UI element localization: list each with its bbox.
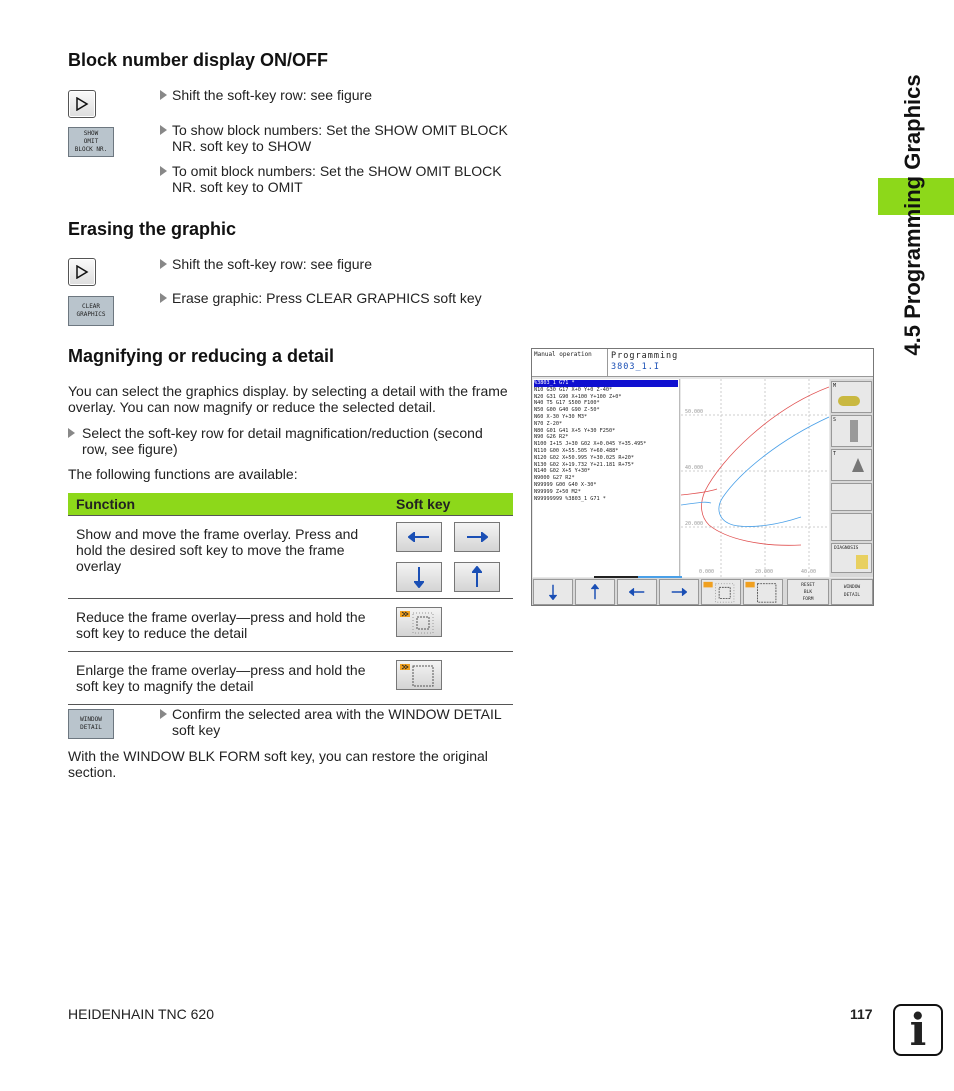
reduce-frame-icon <box>399 609 439 635</box>
diagnosis-icon <box>856 555 868 569</box>
next-row-key[interactable] <box>68 90 96 118</box>
footer-manual-name: HEIDENHAIN TNC 620 <box>68 1006 215 1022</box>
program-list <box>533 379 680 577</box>
program-line[interactable]: N60 X-30 Y+30 M3* <box>534 413 588 420</box>
program-line[interactable]: N40 T5 G17 S500 F100* <box>534 400 600 407</box>
table-row <box>68 598 513 651</box>
program-line[interactable]: N120 G02 X+50.995 Y+30.025 R+20* <box>534 454 634 461</box>
program-line[interactable]: N99999 Z+50 M2* <box>534 488 581 495</box>
side-softkey-m[interactable]: M <box>831 381 872 413</box>
spindle-icon <box>838 396 860 406</box>
move-right-softkey[interactable] <box>454 522 500 552</box>
reset-blk-form-softkey[interactable]: RESET BLK FORM <box>787 579 829 605</box>
x-label: 20.000 <box>755 569 774 575</box>
window-detail-softkey[interactable]: WINDOW DETAIL <box>68 709 114 739</box>
arrow-right-icon <box>466 532 488 542</box>
move-up-softkey[interactable] <box>454 562 500 592</box>
screen-enlarge-softkey[interactable] <box>743 579 783 605</box>
page-number: 117 <box>850 1006 873 1022</box>
arrow-down-icon <box>549 584 557 600</box>
clear-graphics-softkey[interactable]: CLEAR GRAPHICS <box>68 296 114 326</box>
y-label: 50.000 <box>685 409 704 415</box>
enlarge-frame-icon <box>744 580 782 604</box>
heading-magnifying: Magnifying or reducing a detail <box>68 346 335 366</box>
row-text-enlarge: Enlarge the frame overlay—press and hold the soft key to magnify the detail <box>68 651 388 704</box>
reduce-frame-softkey[interactable] <box>396 607 442 637</box>
table-row <box>68 651 513 704</box>
side-softkey-blank[interactable] <box>831 483 872 511</box>
screen-filename: 3803_1.I <box>611 362 660 372</box>
program-line[interactable]: N10 G30 G17 X+0 Y+0 Z-40* <box>534 386 613 393</box>
x-label: 0.000 <box>699 569 715 575</box>
screen-up-softkey[interactable] <box>575 579 615 605</box>
screen-title: Programming <box>611 351 679 361</box>
info-icon: i <box>893 1004 943 1056</box>
step-erase-graphic: Erase graphic: Press CLEAR GRAPHICS soft key <box>160 290 520 306</box>
program-line[interactable]: N99999 G00 G40 X-30* <box>534 481 597 488</box>
program-line[interactable]: N90 G26 R2* <box>534 434 569 441</box>
program-line[interactable]: N100 I+15 J+30 G02 X+0.045 Y+35.495* <box>534 441 647 448</box>
step-confirm-window: Confirm the selected area with the WINDOW DETAIL soft key <box>160 706 520 738</box>
y-label: 40.000 <box>685 465 704 471</box>
graphic-area <box>681 379 829 577</box>
step-show-block: To show block numbers: Set the SHOW OMIT BLOCK NR. soft key to SHOW <box>160 122 520 154</box>
screen-left-softkey[interactable] <box>617 579 657 605</box>
program-line[interactable]: N70 Z-20* <box>534 420 563 427</box>
step-shift-row-2: Shift the soft-key row: see figure <box>160 256 520 272</box>
row-text-move: Show and move the frame overlay. Press and hold the desired soft key to move the frame overlay <box>68 515 388 598</box>
table-row <box>68 515 513 598</box>
heading-block-number: Block number display ON/OFF <box>68 50 329 70</box>
diagnosis-softkey[interactable]: DIAGNOSIS <box>831 543 872 573</box>
arrow-up-icon <box>591 584 599 600</box>
intro-paragraph: You can select the graphics display. by selecting a detail with the frame overlay. You can now magnify or reduce the selected detail. <box>68 383 508 415</box>
program-line[interactable]: N140 G02 X+5 Y+30* <box>534 468 591 475</box>
tnc-screen-figure <box>531 348 874 606</box>
next-row-key-2[interactable] <box>68 258 96 286</box>
functions-table <box>68 493 513 705</box>
side-softkey-t[interactable]: T <box>831 449 872 481</box>
reduce-frame-icon <box>702 580 740 604</box>
arrow-left-icon <box>408 532 430 542</box>
enlarge-frame-icon <box>399 662 439 688</box>
step-shift-row-1: Shift the soft-key row: see figure <box>160 87 520 103</box>
tool-change-icon <box>852 458 864 472</box>
row-text-reduce: Reduce the frame overlay—press and hold the soft key to reduce the detail <box>68 598 388 651</box>
arrow-up-icon <box>472 566 482 588</box>
move-left-softkey[interactable] <box>396 522 442 552</box>
arrow-right-icon <box>671 588 687 596</box>
enlarge-frame-softkey[interactable] <box>396 660 442 690</box>
arrow-left-icon <box>629 588 645 596</box>
side-softkey-s[interactable]: S <box>831 415 872 447</box>
program-line[interactable]: N99999999 %3803_1 G71 * <box>534 495 606 502</box>
chapter-title: 4.5 Programming Graphics <box>900 74 925 356</box>
program-line[interactable]: N130 G02 X+19.732 Y+21.181 R+75* <box>534 461 634 468</box>
y-label: 20.000 <box>685 521 704 527</box>
following-text: The following functions are available: <box>68 466 298 482</box>
heading-erasing: Erasing the graphic <box>68 219 237 239</box>
tool-icon <box>850 420 858 442</box>
step-select-row: Select the soft-key row for detail magnification/reduction (second row, see figure) <box>68 425 508 457</box>
program-line[interactable]: N9000 G27 R2* <box>534 475 575 482</box>
program-line[interactable]: %3803_1 G71 * <box>534 380 678 387</box>
step-omit-block: To omit block numbers: Set the SHOW OMIT BLOCK NR. soft key to OMIT <box>160 163 520 195</box>
move-down-softkey[interactable] <box>396 562 442 592</box>
col-function: Function <box>68 493 388 515</box>
program-line[interactable]: N110 G00 X+55.505 Y+60.488* <box>534 447 619 454</box>
screen-down-softkey[interactable] <box>533 579 573 605</box>
screen-reduce-softkey[interactable] <box>701 579 741 605</box>
screen-window-detail-softkey[interactable]: WINDOW DETAIL <box>831 579 873 605</box>
x-label: 40.00 <box>801 569 817 575</box>
screen-right-softkey[interactable] <box>659 579 699 605</box>
arrow-down-icon <box>414 566 424 588</box>
side-softkey-blank[interactable] <box>831 513 872 541</box>
program-line[interactable]: N50 G00 G40 G90 Z-50* <box>534 407 600 414</box>
program-line[interactable]: N80 G01 G41 X+5 Y+30 F250* <box>534 427 616 434</box>
mode-label: Manual operation <box>532 349 608 377</box>
program-line[interactable]: N20 G31 G90 X+100 Y+100 Z+0* <box>534 393 622 400</box>
restore-paragraph: With the WINDOW BLK FORM soft key, you can restore the original section. <box>68 748 488 780</box>
show-omit-block-softkey[interactable]: SHOW OMIT BLOCK NR. <box>68 127 114 157</box>
col-softkey: Soft key <box>388 493 513 515</box>
play-arrow-icon <box>75 97 89 111</box>
play-arrow-icon <box>75 265 89 279</box>
